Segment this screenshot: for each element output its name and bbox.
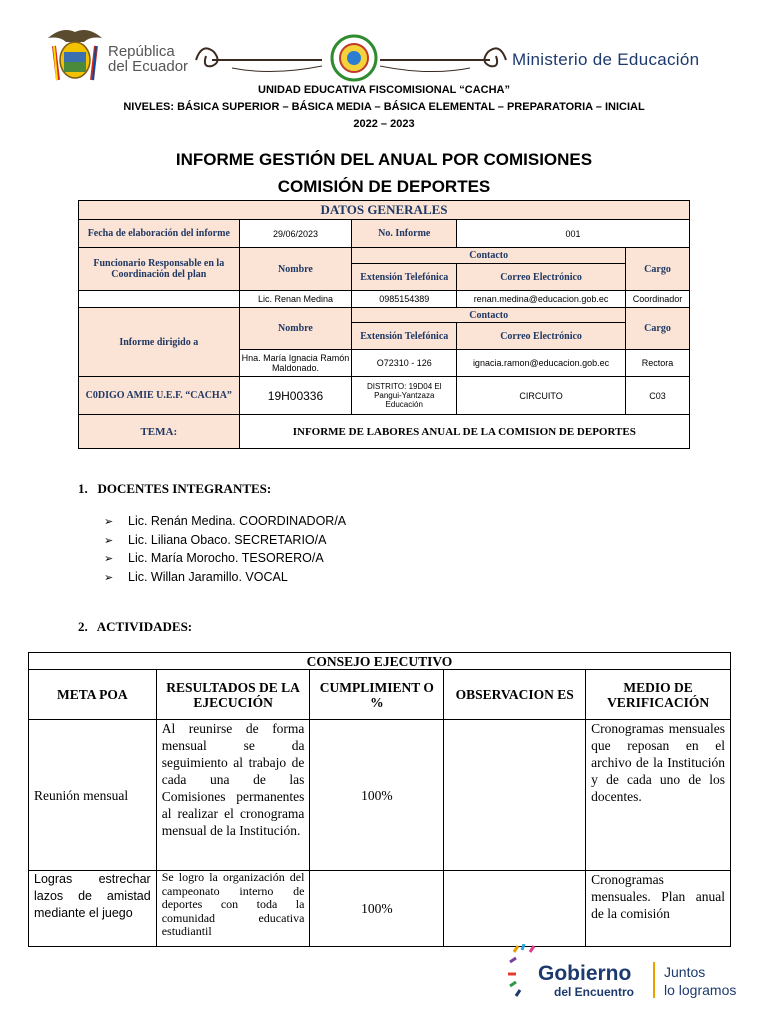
government-subtitle: del Encuentro [554,985,635,999]
circuit-label: CIRCUITO [457,377,626,415]
activities-table [28,652,731,947]
column-header-results: RESULTADOS DE LA EJECUCIÓN [156,670,310,720]
contact-header: Contacto [352,248,626,264]
position-header: Cargo [626,248,690,291]
verification-cell: Cronogramas mensuales. Plan anual de la comisión [586,871,731,947]
member-name: Lic. Willan Jaramillo. VOCAL [128,569,288,584]
column-header-meta: META POA [29,670,157,720]
observations-cell [444,720,586,871]
compliance-cell: 100% [310,720,444,871]
responsible-position: Coordinador [626,291,690,308]
contact-header-2: Contacto [352,308,626,323]
report-number-value: 001 [457,220,690,248]
list-item [104,512,346,531]
ministry-name: Ministerio de Educación [512,50,700,69]
members-section-title: 1. DOCENTES INTEGRANTES: [78,481,272,496]
government-logo-icon [506,944,542,998]
topic-value: INFORME DE LABORES ANUAL DE LA COMISION DE DEPORTES [239,415,689,449]
school-year: 2022 – 2023 [353,118,415,130]
footer-divider [653,962,655,998]
email-header: Correo Electrónico [457,264,626,291]
activities-section-title: 2. ACTIVIDADES: [78,619,193,634]
topic-label: TEMA: [79,415,240,449]
phone-header: Extensión Telefónica [352,264,457,291]
government-name: Gobierno [538,962,632,985]
report-title: INFORME GESTIÓN DEL ANUAL POR COMISIONES [175,150,593,169]
result-cell: Al reunirse de forma mensual se da seguimiento al trabajo de cada una de las Comisiones permanentes al realizar el cronograma mensual de la Institución. [156,720,310,871]
responsible-phone: 0985154389 [352,291,457,308]
responsible-blank [79,291,240,308]
email-header-2: Correo Electrónico [457,323,626,350]
republic-line-1: República [108,43,175,60]
addressed-phone: O72310 - 126 [352,350,457,377]
arrow-bullet-icon: ➢ [104,553,114,565]
general-data-heading: DATOS GENERALES [79,201,690,220]
responsible-email: renan.medina@educacion.gob.ec [457,291,626,308]
list-item [104,568,346,587]
arrow-bullet-icon: ➢ [104,534,114,547]
republic-logo-text [108,44,188,74]
date-value: 29/06/2023 [239,220,352,248]
responsible-name: Lic. Renan Medina [239,291,352,308]
amie-label: C0DIGO AMIE U.E.F. “CACHA” [79,377,240,415]
table-row [29,871,731,947]
name-header: Nombre [239,248,352,291]
circuit-code: C03 [626,377,690,415]
ecuador-coat-of-arms [44,24,106,84]
result-cell: Se logro la organización del campeonato interno de deportes con toda la comunidad educativa estudiantil [156,871,310,947]
members-list [104,512,346,586]
table-row [29,720,731,871]
verification-cell: Cronogramas mensuales que reposan en el archivo de la Institución y de cada uno de los docentes. [586,720,731,871]
slogan-line-2: lo logramos [664,982,737,998]
compliance-cell: 100% [310,871,444,947]
activities-table-title: CONSEJO EJECUTIVO [29,653,731,670]
school-levels: NIVELES: BÁSICA SUPERIOR – BÁSICA MEDIA – BÁSICA ELEMENTAL – PREPARATORIA – INICIAL [123,101,645,113]
meta-cell: Logras estrechar lazos de amistad mediante el juego [29,871,157,947]
meta-cell: Reunión mensual [29,720,157,871]
republic-line-2: del Ecuador [108,58,189,75]
member-name: Lic. Renán Medina. COORDINADOR/A [128,514,347,528]
list-item [104,549,346,568]
column-header-observations: OBSERVACION ES [444,670,586,720]
member-name: Lic. Liliana Obaco. SECRETARIO/A [128,532,327,547]
addressed-email: ignacia.ramon@educacion.gob.ec [457,350,626,377]
name-header-2: Nombre [239,308,352,350]
school-name: UNIDAD EDUCATIVA FISCOMISIONAL “CACHA” [258,84,510,96]
column-header-verification: MEDIO DE VERIFICACIÓN [586,670,731,720]
report-number-label: No. Informe [352,220,457,248]
arrow-bullet-icon: ➢ [104,571,114,584]
addressed-position: Rectora [626,350,690,377]
slogan-line-1: Juntos [664,964,706,980]
addressed-name: Hna. María Ignacia Ramón Maldonado. [239,350,352,377]
commission-title: COMISIÓN DE DEPORTES [277,177,491,196]
list-item [104,531,346,550]
addressed-to-label: Informe dirigido a [79,308,240,377]
general-data-table [78,200,690,449]
district: DISTRITO: 19D04 El Pangui-Yantzaza Educación [352,377,457,415]
arrow-bullet-icon: ➢ [104,516,114,528]
school-seal-icon [330,34,378,82]
date-label: Fecha de elaboración del informe [79,220,240,248]
amie-code: 19H00336 [239,377,352,415]
position-header-2: Cargo [626,308,690,350]
member-name: Lic. María Morocho. TESORERO/A [128,551,324,565]
phone-header-2: Extensión Telefónica [352,323,457,350]
observations-cell [444,871,586,947]
responsible-label: Funcionario Responsable en la Coordinación del plan [79,248,240,291]
column-header-compliance: CUMPLIMIENT O % [310,670,444,720]
